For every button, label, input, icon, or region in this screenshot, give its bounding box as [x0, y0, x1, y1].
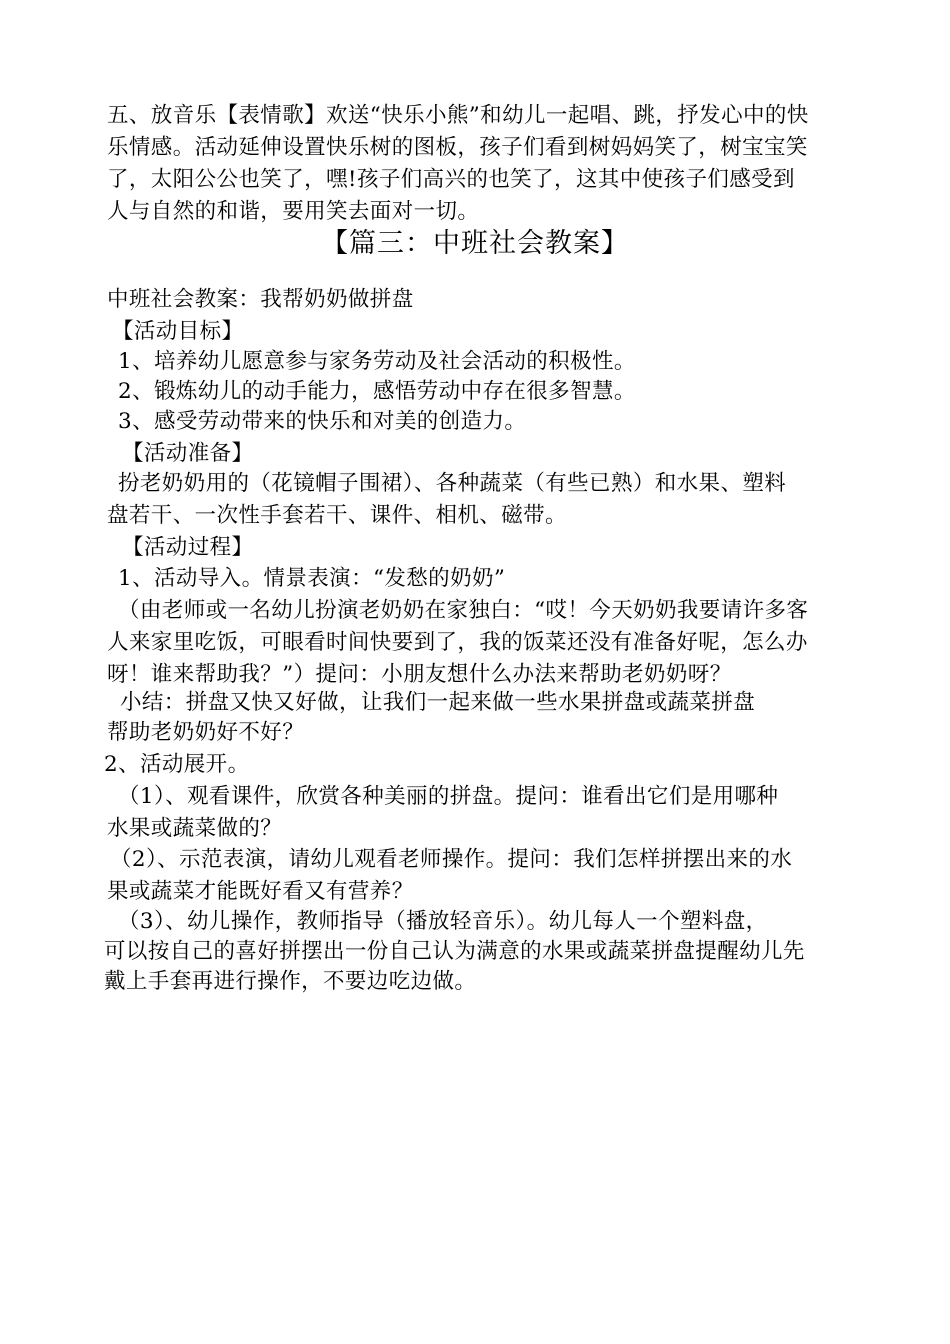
section5-line-3: 了，太阳公公也笑了，嘿!孩子们高兴的也笑了，这其中使孩子们感受到 — [107, 167, 795, 192]
monologue-line-1: （由老师或一名幼儿扮演老奶奶在家独白：“哎！今天奶奶我要请许多客 — [118, 598, 809, 623]
substep-3-line-3: 戴上手套再进行操作，不要边吃边做。 — [104, 969, 477, 994]
goal-2: 2、锻炼幼儿的动手能力，感悟劳动中存在很多智慧。 — [118, 379, 636, 404]
section-heading: 【篇三：中班社会教案】 — [321, 228, 629, 259]
process-step-1: 1、活动导入。情景表演：“发愁的奶奶” — [118, 566, 506, 591]
summary-line-1: 小结：拼盘又快又好做，让我们一起来做一些水果拼盘或蔬菜拼盘 — [120, 690, 756, 715]
prep-line-1: 扮老奶奶用的（花镜帽子围裙）、各种蔬菜（有些已熟）和水果、塑料 — [118, 471, 787, 496]
process-heading: 【活动过程】 — [122, 535, 254, 560]
prep-heading: 【活动准备】 — [122, 441, 254, 466]
section5-line-1: 五、放音乐【表情歌】欢送“快乐小熊”和幼儿一起唱、跳，抒发心中的快 — [107, 103, 809, 128]
lesson-title: 中班社会教案：我帮奶奶做拼盘 — [107, 287, 414, 312]
substep-3-line-1: （3）、幼儿操作，教师指导（播放轻音乐）。幼儿每人一个塑料盘， — [118, 909, 768, 934]
section5-line-4: 人与自然的和谐，要用笑去面对一切。 — [107, 199, 480, 224]
goal-3: 3、感受劳动带来的快乐和对美的创造力。 — [118, 409, 527, 434]
process-step-2: 2、活动展开。 — [104, 752, 250, 777]
substep-1-line-2: 水果或蔬菜做的？ — [107, 816, 283, 841]
monologue-line-2: 人来家里吃饭，可眼看时间快要到了，我的饭菜还没有准备好呢，怎么办 — [107, 630, 808, 655]
goals-heading: 【活动目标】 — [112, 319, 244, 344]
goal-1: 1、培养幼儿愿意参与家务劳动及社会活动的积极性。 — [118, 349, 636, 374]
monologue-line-3: 呀！谁来帮助我？”）提问：小朋友想什么办法来帮助老奶奶呀？ — [107, 662, 732, 687]
substep-1-line-1: （1）、观看课件，欣赏各种美丽的拼盘。提问：谁看出它们是用哪种 — [118, 784, 779, 809]
substep-2-line-1: （2）、示范表演，请幼儿观看老师操作。提问：我们怎样拼摆出来的水 — [110, 847, 793, 872]
substep-3-line-2: 可以按自己的喜好拼摆出一份自己认为满意的水果或蔬菜拼盘提醒幼儿先 — [104, 939, 805, 964]
prep-line-2: 盘若干、一次性手套若干、课件、相机、磁带。 — [107, 503, 567, 528]
summary-line-2: 帮助老奶奶好不好？ — [107, 720, 305, 745]
substep-2-line-2: 果或蔬菜才能既好看又有营养？ — [107, 879, 414, 904]
section5-line-2: 乐情感。活动延伸设置快乐树的图板，孩子们看到树妈妈笑了，树宝宝笑 — [107, 135, 808, 160]
